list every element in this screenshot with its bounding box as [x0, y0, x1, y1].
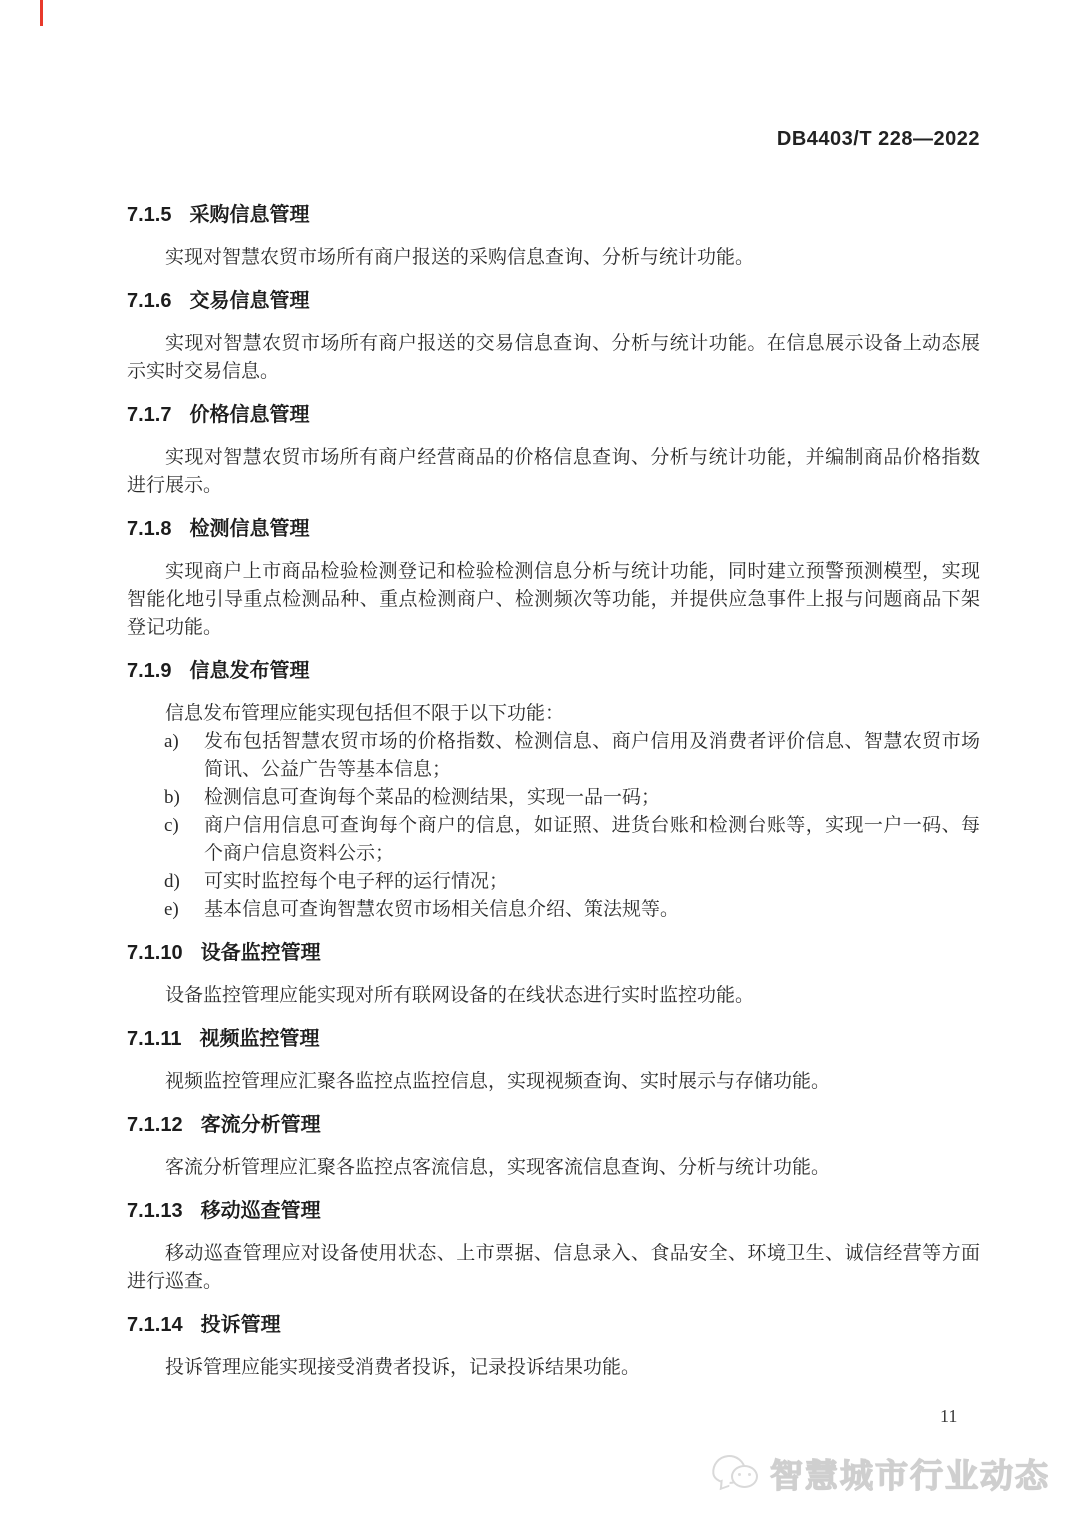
- list-item-label: e): [164, 899, 179, 920]
- section-number: 7.1.14: [127, 1314, 183, 1336]
- section-title: 价格信息管理: [189, 404, 310, 426]
- section-7-1-9: [127, 657, 980, 924]
- list-item-label: b): [164, 787, 180, 808]
- section-title: 检测信息管理: [189, 518, 310, 540]
- list-item: [127, 784, 980, 812]
- paragraph: 设备监控管理应能实现对所有联网设备的在线状态进行实时监控功能。: [165, 985, 755, 1006]
- section-7-1-13: [127, 1197, 980, 1296]
- section-number: 7.1.9: [127, 660, 172, 682]
- section-heading: [127, 1025, 980, 1053]
- section-number: 7.1.10: [127, 942, 183, 964]
- section-title: 设备监控管理: [200, 942, 321, 964]
- red-tick-mark: [40, 0, 43, 26]
- section-title: 客流分析管理: [200, 1114, 321, 1136]
- section-7-1-10: [127, 939, 980, 1010]
- paragraph: 实现对智慧农贸市场所有商户经营商品的价格信息查询、分析与统计功能，并编制商品价格指数进行展示。: [127, 447, 980, 496]
- list-item: [127, 868, 980, 896]
- list-item-text: 基本信息可查询智慧农贸市场相关信息介绍、策法规等。: [204, 899, 680, 920]
- section-heading: [127, 1311, 980, 1339]
- section-heading: [127, 657, 980, 685]
- section-7-1-8: [127, 515, 980, 642]
- list-item: [127, 896, 980, 924]
- section-title: 采购信息管理: [189, 204, 310, 226]
- doc-number: DB4403/T 228—2022: [776, 128, 980, 150]
- section-title: 移动巡查管理: [200, 1200, 321, 1222]
- list-item-text: 检测信息可查询每个菜品的检测结果，实现一品一码；: [204, 787, 661, 808]
- page-number: 11: [940, 1406, 958, 1426]
- section-title: 交易信息管理: [189, 290, 310, 312]
- list-item: [127, 728, 980, 784]
- section-7-1-5: [127, 201, 980, 272]
- list-intro-paragraph: 信息发布管理应能实现包括但不限于以下功能：: [165, 703, 565, 724]
- chat-bubbles-icon: [710, 1452, 762, 1496]
- section-title: 信息发布管理: [189, 660, 310, 682]
- section-7-1-12: [127, 1111, 980, 1182]
- list-item-text: 商户信用信息可查询每个商户的信息，如证照、进货台账和检测台账等，实现一户一码、每个商户信息资料公示；: [204, 815, 980, 864]
- section-number: 7.1.12: [127, 1114, 183, 1136]
- section-7-1-7: [127, 401, 980, 500]
- section-number: 7.1.7: [127, 404, 172, 426]
- section-heading: [127, 287, 980, 315]
- paragraph: 视频监控管理应汇聚各监控点监控信息，实现视频查询、实时展示与存储功能。: [165, 1071, 831, 1092]
- section-heading: [127, 401, 980, 429]
- list-item-text: 发布包括智慧农贸市场的价格指数、检测信息、商户信用及消费者评价信息、智慧农贸市场简讯、公益广告等基本信息；: [204, 731, 980, 780]
- list-item-label: a): [164, 731, 179, 752]
- lettered-list: [127, 728, 980, 924]
- section-7-1-6: [127, 287, 980, 386]
- list-item-text: 可实时监控每个电子秤的运行情况；: [204, 871, 509, 892]
- paragraph: 客流分析管理应汇聚各监控点客流信息，实现客流信息查询、分析与统计功能。: [165, 1157, 831, 1178]
- section-number: 7.1.6: [127, 290, 172, 312]
- section-number: 7.1.8: [127, 518, 172, 540]
- paragraph: 实现商户上市商品检验检测登记和检验检测信息分析与统计功能，同时建立预警预测模型，实现智能化地引导重点检测品种、重点检测商户、检测频次等功能，并提供应急事件上报与问题商品下架登记功能。: [127, 561, 980, 638]
- section-number: 7.1.13: [127, 1200, 183, 1222]
- paragraph: 投诉管理应能实现接受消费者投诉，记录投诉结果功能。: [165, 1357, 641, 1378]
- list-item: [127, 812, 980, 868]
- document-body: [0, 201, 1080, 1382]
- watermark: [710, 1450, 1050, 1497]
- section-7-1-14: [127, 1311, 980, 1382]
- section-title: 投诉管理: [200, 1314, 281, 1336]
- section-heading: [127, 515, 980, 543]
- watermark-text: 智慧城市行业动态: [770, 1457, 1050, 1494]
- section-title: 视频监控管理: [199, 1028, 320, 1050]
- paragraph: 移动巡查管理应对设备使用状态、上市票据、信息录入、食品安全、环境卫生、诚信经营等方面进行巡查。: [127, 1243, 980, 1292]
- section-number: 7.1.11: [127, 1028, 182, 1050]
- section-heading: [127, 939, 980, 967]
- section-heading: [127, 201, 980, 229]
- paragraph: 实现对智慧农贸市场所有商户报送的交易信息查询、分析与统计功能。在信息展示设备上动态展示实时交易信息。: [127, 333, 980, 382]
- list-item-label: d): [164, 871, 180, 892]
- section-number: 7.1.5: [127, 204, 172, 226]
- section-heading: [127, 1111, 980, 1139]
- paragraph: 实现对智慧农贸市场所有商户报送的采购信息查询、分析与统计功能。: [165, 247, 755, 268]
- list-item-label: c): [164, 815, 179, 836]
- section-7-1-11: [127, 1025, 980, 1096]
- section-heading: [127, 1197, 980, 1225]
